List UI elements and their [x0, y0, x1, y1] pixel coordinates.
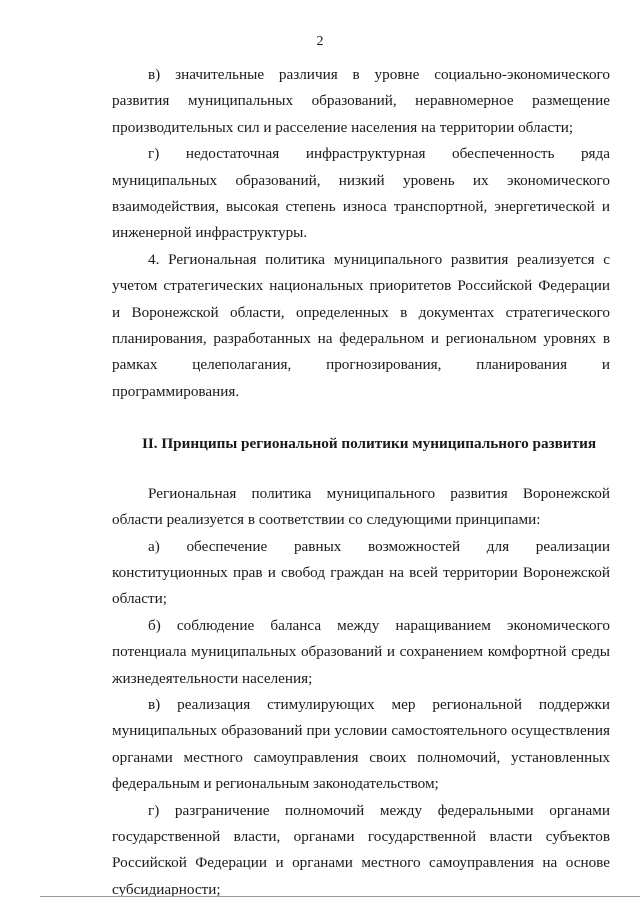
principle-a: а) обеспечение равных возможностей для реализации конституционных прав и свобод граждан на всей территории Воронежской области; — [112, 537, 610, 608]
scan-bottom-edge-line — [40, 896, 640, 897]
paragraph-4-regional-policy: 4. Региональная политика муниципального развития реализуется с учетом стратегических национальных приоритетов Российской Федерации и Воронежской области, определенных в документах стратегического планирования, разработанных на федеральном и региональном уровнях в рамках целеполагания, прогнозирования, планирования и программирования. — [112, 250, 610, 400]
paragraph-v-differences: в) значительные различия в уровне социально-экономического развития муниципальных образований, неравномерное размещение производительных сил и расселение населения на территории области; — [112, 66, 610, 136]
principle-b: б) соблюдение баланса между наращиванием экономического потенциала муниципальных образований и сохранением комфортной среды жизнедеятельности населения; — [112, 616, 610, 687]
paragraph-g-infrastructure: г) недостаточная инфраструктурная обеспеченность ряда муниципальных образований, низкий уровень их экономического взаимодействия, высокая степень износа транспортной, энергетической и инженерной инфраструктуры. — [112, 145, 610, 242]
principle-v: в) реализация стимулирующих мер региональной поддержки муниципальных образований при условии самостоятельного осуществления органами местного самоуправления своих полномочий, установленных федеральным и региональным законодательством; — [112, 695, 610, 793]
document-body — [112, 62, 610, 903]
page-number: 2 — [316, 34, 324, 49]
section-heading: II. Принципы региональной политики муниципального развития — [141, 435, 597, 453]
principle-g: г) разграничение полномочий между федеральными органами государственной власти, органами государственной власти субъектов Российской Федерации и органами местного самоуправления на основе субсидиарности; — [112, 801, 610, 898]
paragraph-principles-intro: Региональная политика муниципального развития Воронежской области реализуется в соответствии со следующими принципами: — [112, 484, 610, 529]
